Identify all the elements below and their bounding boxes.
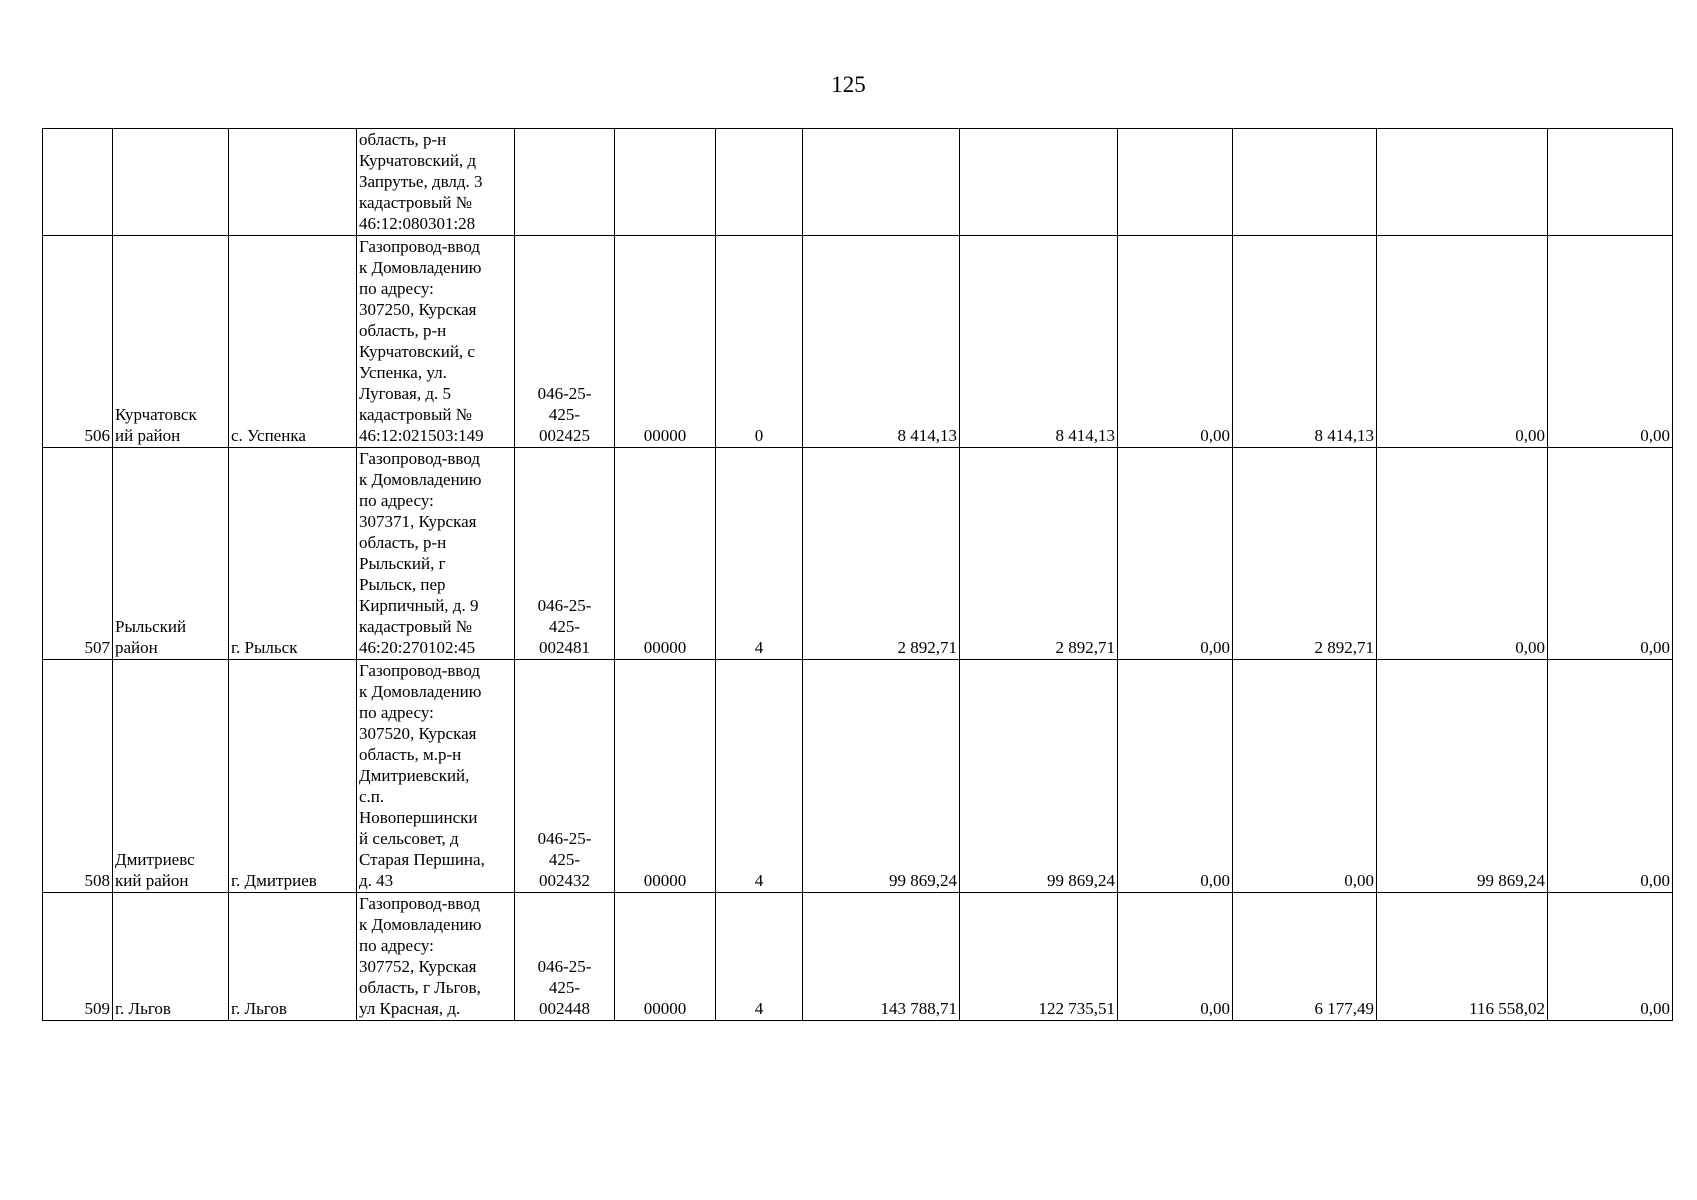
cell-text-line: с.п.	[359, 787, 385, 806]
cell-text-line: 046-25-	[537, 829, 592, 848]
cell-text-line: область, р-н	[359, 533, 447, 552]
cell-text-line: кадастровый №	[359, 617, 472, 636]
amount-cell-3	[1233, 129, 1377, 236]
amount-cell-1: 122 735,51	[960, 893, 1118, 1021]
category-cell: 0	[716, 236, 803, 448]
amount-cell-1: 99 869,24	[960, 660, 1118, 893]
district-cell	[113, 660, 229, 893]
cell-text-line: к Домовладению	[359, 470, 482, 489]
object-address-cell	[357, 236, 515, 448]
amount-cell-4: 0,00	[1377, 448, 1548, 660]
total-amount-cell: 2 892,71	[803, 448, 960, 660]
object-code-cell	[515, 236, 615, 448]
cell-text-line: кадастровый №	[359, 405, 472, 424]
cell-text-line: Новопершински	[359, 808, 478, 827]
object-code-cell	[515, 129, 615, 236]
cell-text-line: по адресу:	[359, 703, 434, 722]
code-suffix-cell	[615, 129, 716, 236]
cell-text-line: 307371, Курская	[359, 512, 477, 531]
amount-cell-2: 0,00	[1118, 893, 1233, 1021]
cell-text-line: Рыльский	[115, 617, 187, 636]
cell-text-line: Курчатовский, с	[359, 342, 475, 361]
amount-cell-2: 0,00	[1118, 448, 1233, 660]
cell-text-line: 046-25-	[537, 384, 592, 403]
cell-text-line: Кирпичный, д. 9	[359, 596, 479, 615]
cell-text-line: 307520, Курская	[359, 724, 477, 743]
amount-cell-3: 0,00	[1233, 660, 1377, 893]
cell-text-line: ул Красная, д.	[359, 999, 461, 1018]
district-cell	[113, 236, 229, 448]
total-amount-cell	[803, 129, 960, 236]
cell-text-line: г. Льгов	[115, 999, 171, 1018]
cell-text-line: 307250, Курская	[359, 300, 477, 319]
code-suffix-cell: 00000	[615, 893, 716, 1021]
cell-text-line: 002481	[539, 638, 590, 657]
amount-cell-1: 8 414,13	[960, 236, 1118, 448]
settlement-cell	[229, 129, 357, 236]
settlement-cell: г. Льгов	[229, 893, 357, 1021]
amount-cell-5: 0,00	[1548, 660, 1673, 893]
cell-text-line: 002425	[539, 426, 590, 445]
cell-text-line: Курчатовский, д	[359, 151, 477, 170]
cell-text-line: й сельсовет, д	[359, 829, 459, 848]
amount-cell-5: 0,00	[1548, 893, 1673, 1021]
cell-text-line: к Домовладению	[359, 682, 482, 701]
table-row	[43, 236, 1673, 448]
cell-text-line: область, м.р-н	[359, 745, 462, 764]
code-suffix-cell: 00000	[615, 236, 716, 448]
cell-text-line: Запрутье, двлд. 3	[359, 172, 483, 191]
cell-text-line: д. 43	[359, 871, 394, 890]
cell-text-line: 046-25-	[537, 957, 592, 976]
category-cell: 4	[716, 448, 803, 660]
cell-text-line: Рыльск, пер	[359, 575, 446, 594]
cell-text-line: Старая Першина,	[359, 850, 485, 869]
cell-text-line: 307752, Курская	[359, 957, 477, 976]
district-cell	[113, 129, 229, 236]
cell-text-line: область, р-н	[359, 321, 447, 340]
object-code-cell	[515, 448, 615, 660]
amount-cell-4: 99 869,24	[1377, 660, 1548, 893]
cell-text-line: 046-25-	[537, 596, 592, 615]
table-row	[43, 660, 1673, 893]
cell-text-line: Курчатовск	[115, 405, 197, 424]
amount-cell-4: 116 558,02	[1377, 893, 1548, 1021]
category-cell	[716, 129, 803, 236]
cell-text-line: Газопровод-ввод	[359, 449, 480, 468]
cell-text-line: кий район	[115, 871, 189, 890]
amount-cell-2: 0,00	[1118, 236, 1233, 448]
cell-text-line: 425-	[548, 405, 581, 424]
cell-text-line: Дмитриевский,	[359, 766, 470, 785]
cell-text-line: к Домовладению	[359, 915, 482, 934]
cell-text-line: Успенка, ул.	[359, 363, 447, 382]
amount-cell-2: 0,00	[1118, 660, 1233, 893]
object-address-cell	[357, 893, 515, 1021]
cell-text-line: 425-	[548, 617, 581, 636]
page-number: 125	[831, 72, 866, 97]
total-amount-cell: 99 869,24	[803, 660, 960, 893]
table-row	[43, 448, 1673, 660]
amount-cell-3: 8 414,13	[1233, 236, 1377, 448]
cell-text-line: область, г Льгов,	[359, 978, 481, 997]
cell-text-line: Рыльский, г	[359, 554, 446, 573]
cell-text-line: 46:20:270102:45	[359, 638, 476, 657]
settlement-cell: г. Рыльск	[229, 448, 357, 660]
cell-text-line: кадастровый №	[359, 193, 472, 212]
cell-text-line: по адресу:	[359, 279, 434, 298]
cell-text-line: к Домовладению	[359, 258, 482, 277]
object-address-cell	[357, 129, 515, 236]
object-code-cell	[515, 660, 615, 893]
total-amount-cell: 143 788,71	[803, 893, 960, 1021]
cell-text-line: Газопровод-ввод	[359, 894, 480, 913]
table-row	[43, 129, 1673, 236]
amount-cell-1: 2 892,71	[960, 448, 1118, 660]
district-cell	[113, 893, 229, 1021]
cell-text-line: район	[115, 638, 158, 657]
register-table	[42, 128, 1673, 1021]
cell-text-line: 425-	[548, 978, 581, 997]
amount-cell-5	[1548, 129, 1673, 236]
code-suffix-cell: 00000	[615, 660, 716, 893]
cell-text-line: Газопровод-ввод	[359, 661, 480, 680]
cell-text-line: область, р-н	[359, 130, 447, 149]
settlement-cell: г. Дмитриев	[229, 660, 357, 893]
cell-text-line: Луговая, д. 5	[359, 384, 451, 403]
district-cell	[113, 448, 229, 660]
amount-cell-4	[1377, 129, 1548, 236]
amount-cell-1	[960, 129, 1118, 236]
object-code-cell	[515, 893, 615, 1021]
cell-text-line: 425-	[548, 850, 581, 869]
cell-text-line: 002432	[539, 871, 590, 890]
cell-text-line: 46:12:080301:28	[359, 214, 476, 233]
amount-cell-4: 0,00	[1377, 236, 1548, 448]
cell-text-line: 002448	[539, 999, 590, 1018]
amount-cell-5: 0,00	[1548, 448, 1673, 660]
cell-text-line: Дмитриевс	[115, 850, 195, 869]
row-number-cell: 507	[43, 448, 113, 660]
amount-cell-2	[1118, 129, 1233, 236]
cell-text-line: 46:12:021503:149	[359, 426, 484, 445]
category-cell: 4	[716, 893, 803, 1021]
category-cell: 4	[716, 660, 803, 893]
amount-cell-3: 2 892,71	[1233, 448, 1377, 660]
cell-text-line: по адресу:	[359, 936, 434, 955]
row-number-cell: 506	[43, 236, 113, 448]
table-row	[43, 893, 1673, 1021]
row-number-cell	[43, 129, 113, 236]
amount-cell-5: 0,00	[1548, 236, 1673, 448]
object-address-cell	[357, 660, 515, 893]
total-amount-cell: 8 414,13	[803, 236, 960, 448]
settlement-cell: с. Успенка	[229, 236, 357, 448]
object-address-cell	[357, 448, 515, 660]
row-number-cell: 509	[43, 893, 113, 1021]
row-number-cell: 508	[43, 660, 113, 893]
cell-text-line: ий район	[115, 426, 181, 445]
cell-text-line: Газопровод-ввод	[359, 237, 480, 256]
code-suffix-cell: 00000	[615, 448, 716, 660]
cell-text-line: по адресу:	[359, 491, 434, 510]
amount-cell-3: 6 177,49	[1233, 893, 1377, 1021]
